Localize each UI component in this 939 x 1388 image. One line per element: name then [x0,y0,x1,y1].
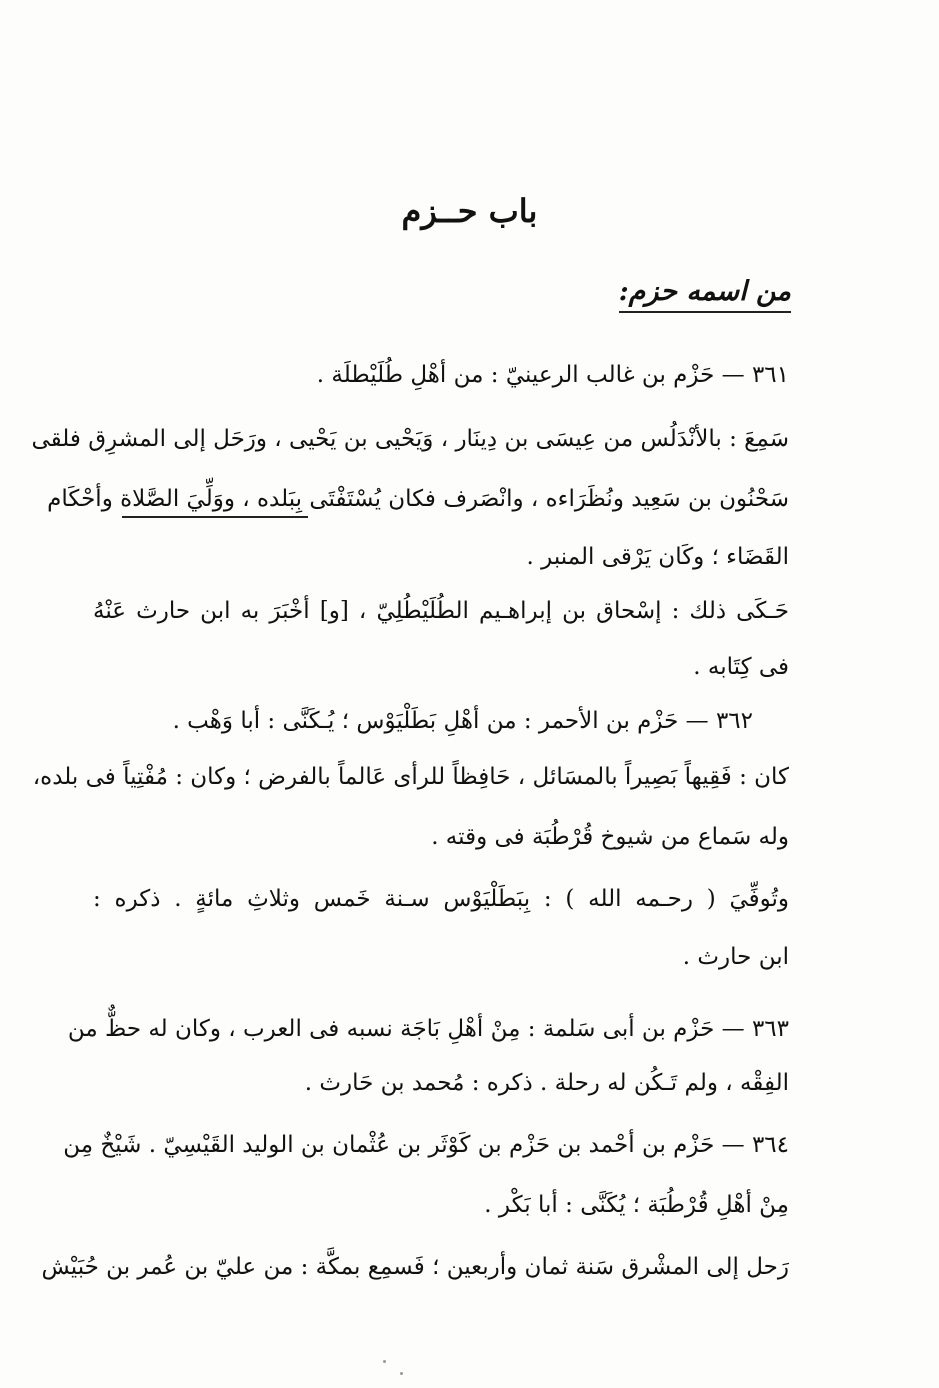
entry-364-heading: ٣٦٤ — حَزْم بن أحْمد بن حَزْم بن كَوْثَر بن عُثْمان بن الوليد القَيْسِيّ . شَيْخٌ مِن [63,1132,789,1158]
entry-361-line-4: حَـكَى ذلك : إسْحاق بن إبراهـيم الطُلَيْطُلِيّ ، [و] أخْبَرَ به ابن حارث عَنْهُ [93,598,789,624]
entry-363-heading: ٣٦٣ — حَزْم بن أبى سَلمة : مِنْ أهْلِ بَاجَة نسبه فى العرب ، وكان له حظٌّ من [67,1016,789,1042]
scan-speck [400,1372,403,1375]
entry-362-line-3: وتُوفِّيَ ( رحـمه الله ) : بِبَطَلْيَوْس سـنة خَمس وثلاثِ مائةٍ . ذكره : [93,886,789,912]
entry-361-line-1: سَمِعَ : بالأنْدَلُس من عِيسَى بن دِينَار ، وَيَحْيى بن يَحْيى ، ورَحَل إلى المشرِق فلقى [31,426,789,452]
chapter-title: باب حــزم [401,192,538,230]
entry-364-line-1: مِنْ أهْلِ قُرْطُبَة ؛ يُكَنَّى : أبا بَكْر . [484,1192,789,1218]
entry-362-line-2: وله سَماع من شيوخ قُرْطُبَة فى وقته . [431,824,789,850]
entry-361-line-5: فى كِتَابه . [693,654,789,680]
handwritten-note: من اسمه حزم: [619,276,791,313]
entry-362-heading: ٣٦٢ — حَزْم بن الأحمر : من أهْلِ بَطَلْيَوْس ؛ يُـكَنَّى : أبا وَهْب . [172,708,753,734]
pen-underline-mark [122,516,308,518]
entry-362-line-4: ابن حارث . [682,944,789,970]
entry-363-line-1: الفِقْه ، ولم تَـكُن له رحلة . ذكره : مُحمد بن حَارث . [304,1070,789,1096]
scan-speck [383,1360,386,1363]
entry-364-line-2: رَحل إلى المشْرق سَنة ثمان وأربعين ؛ فَسمِع بمكَّة : من عليّ بن عُمر بن حُبَيْش [41,1254,789,1280]
entry-361-line-3: القَضَاء ؛ وكَان يَرْقى المنبر . [526,544,789,570]
entry-361-line-2: سَحْنُون بن سَعِيد ونُظَرَاءه ، وانْصَرف فكان يُسْتَفْتَى بِبَلده ، ووَلِّيَ الصَّلاة وأحْكَام [47,486,789,512]
entry-361-heading: ٣٦١ — حَزْم بن غالب الرعينيّ : من أهْلِ طُلَيْطلَة . [316,362,789,388]
entry-362-line-1: كان : فَقِيهاً بَصِيراً بالمسَائل ، حَافِظاً للرأى عَالماً بالفرض ؛ وكان : مُفْتِياً فى بلده، [32,764,789,790]
